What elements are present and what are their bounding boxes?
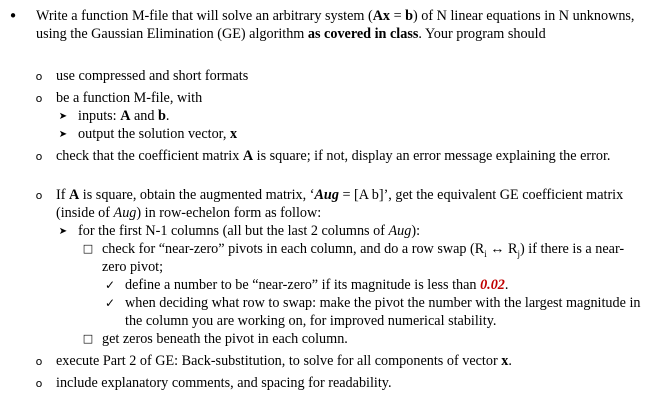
checkmark-icon: ✓: [104, 278, 116, 292]
list-item-output: ➤ output the solution vector, x: [0, 125, 642, 143]
circle-bullet-icon: o: [35, 70, 43, 83]
list-item-near-zero: □ check for “near-zero” pivots in each column, and do a row swap ($R_i$ ↔ $R_j$) if there is a near-zero pivot;: [82, 241, 625, 275]
intro-text: Write a function M-file that will solve an arbitrary system (Ax = b) of N linear equations in N unknowns, using the Gaussian Elimination (GE) algorithm as covered in class. Your program should: [36, 8, 635, 42]
intro-item: [0, 7, 642, 43]
list-item-if-square: o If A is square, obtain the augmented matrix, ‘Aug = [A b]’, get the equivalent GE coefficient matrix (inside of Aug) in row-echelon form as follow:: [0, 186, 642, 222]
list-item-function-file: o be a function M-file, with: [0, 89, 642, 107]
checkmark-icon: ✓: [104, 296, 116, 310]
square-bullet-icon: □: [82, 332, 94, 345]
circle-bullet-icon: o: [35, 189, 43, 202]
circle-bullet-icon: o: [35, 92, 43, 105]
arrow-bullet-icon: ➤: [58, 111, 68, 122]
arrow-bullet-icon: ➤: [58, 129, 68, 140]
list-item-zeros-beneath: □ get zeros beneath the pivot in each column.: [82, 331, 348, 347]
list-item-execute: o execute Part 2 of GE: Back-substitution, to solve for all components of vector x.: [0, 352, 642, 370]
circle-bullet-icon: o: [35, 150, 43, 163]
arrow-bullet-icon: ➤: [58, 226, 68, 237]
list-item-when-swap: ✓ when deciding what row to swap: make the pivot the number with the largest magnitude in the column you are working on, for improved numerical stability.: [104, 295, 641, 329]
square-bullet-icon: □: [82, 242, 94, 255]
circle-bullet-icon: o: [35, 355, 43, 368]
list-item-check-square: o check that the coefficient matrix A is square; if not, display an error message explaining the error.: [0, 147, 642, 165]
bullet-disc-icon: •: [8, 7, 18, 25]
list-item-compressed: o use compressed and short formats: [0, 67, 642, 85]
list-item-first-columns: ➤ for the first N-1 columns (all but the last 2 columns of Aug):: [0, 222, 642, 240]
list-item-define: ✓ define a number to be “near-zero” if its magnitude is less than 0.02.: [104, 277, 509, 293]
list-item-inputs: ➤ inputs: A and b.: [0, 107, 642, 125]
list-item-comments: o include explanatory comments, and spacing for readability.: [0, 374, 642, 392]
circle-bullet-icon: o: [35, 377, 43, 390]
